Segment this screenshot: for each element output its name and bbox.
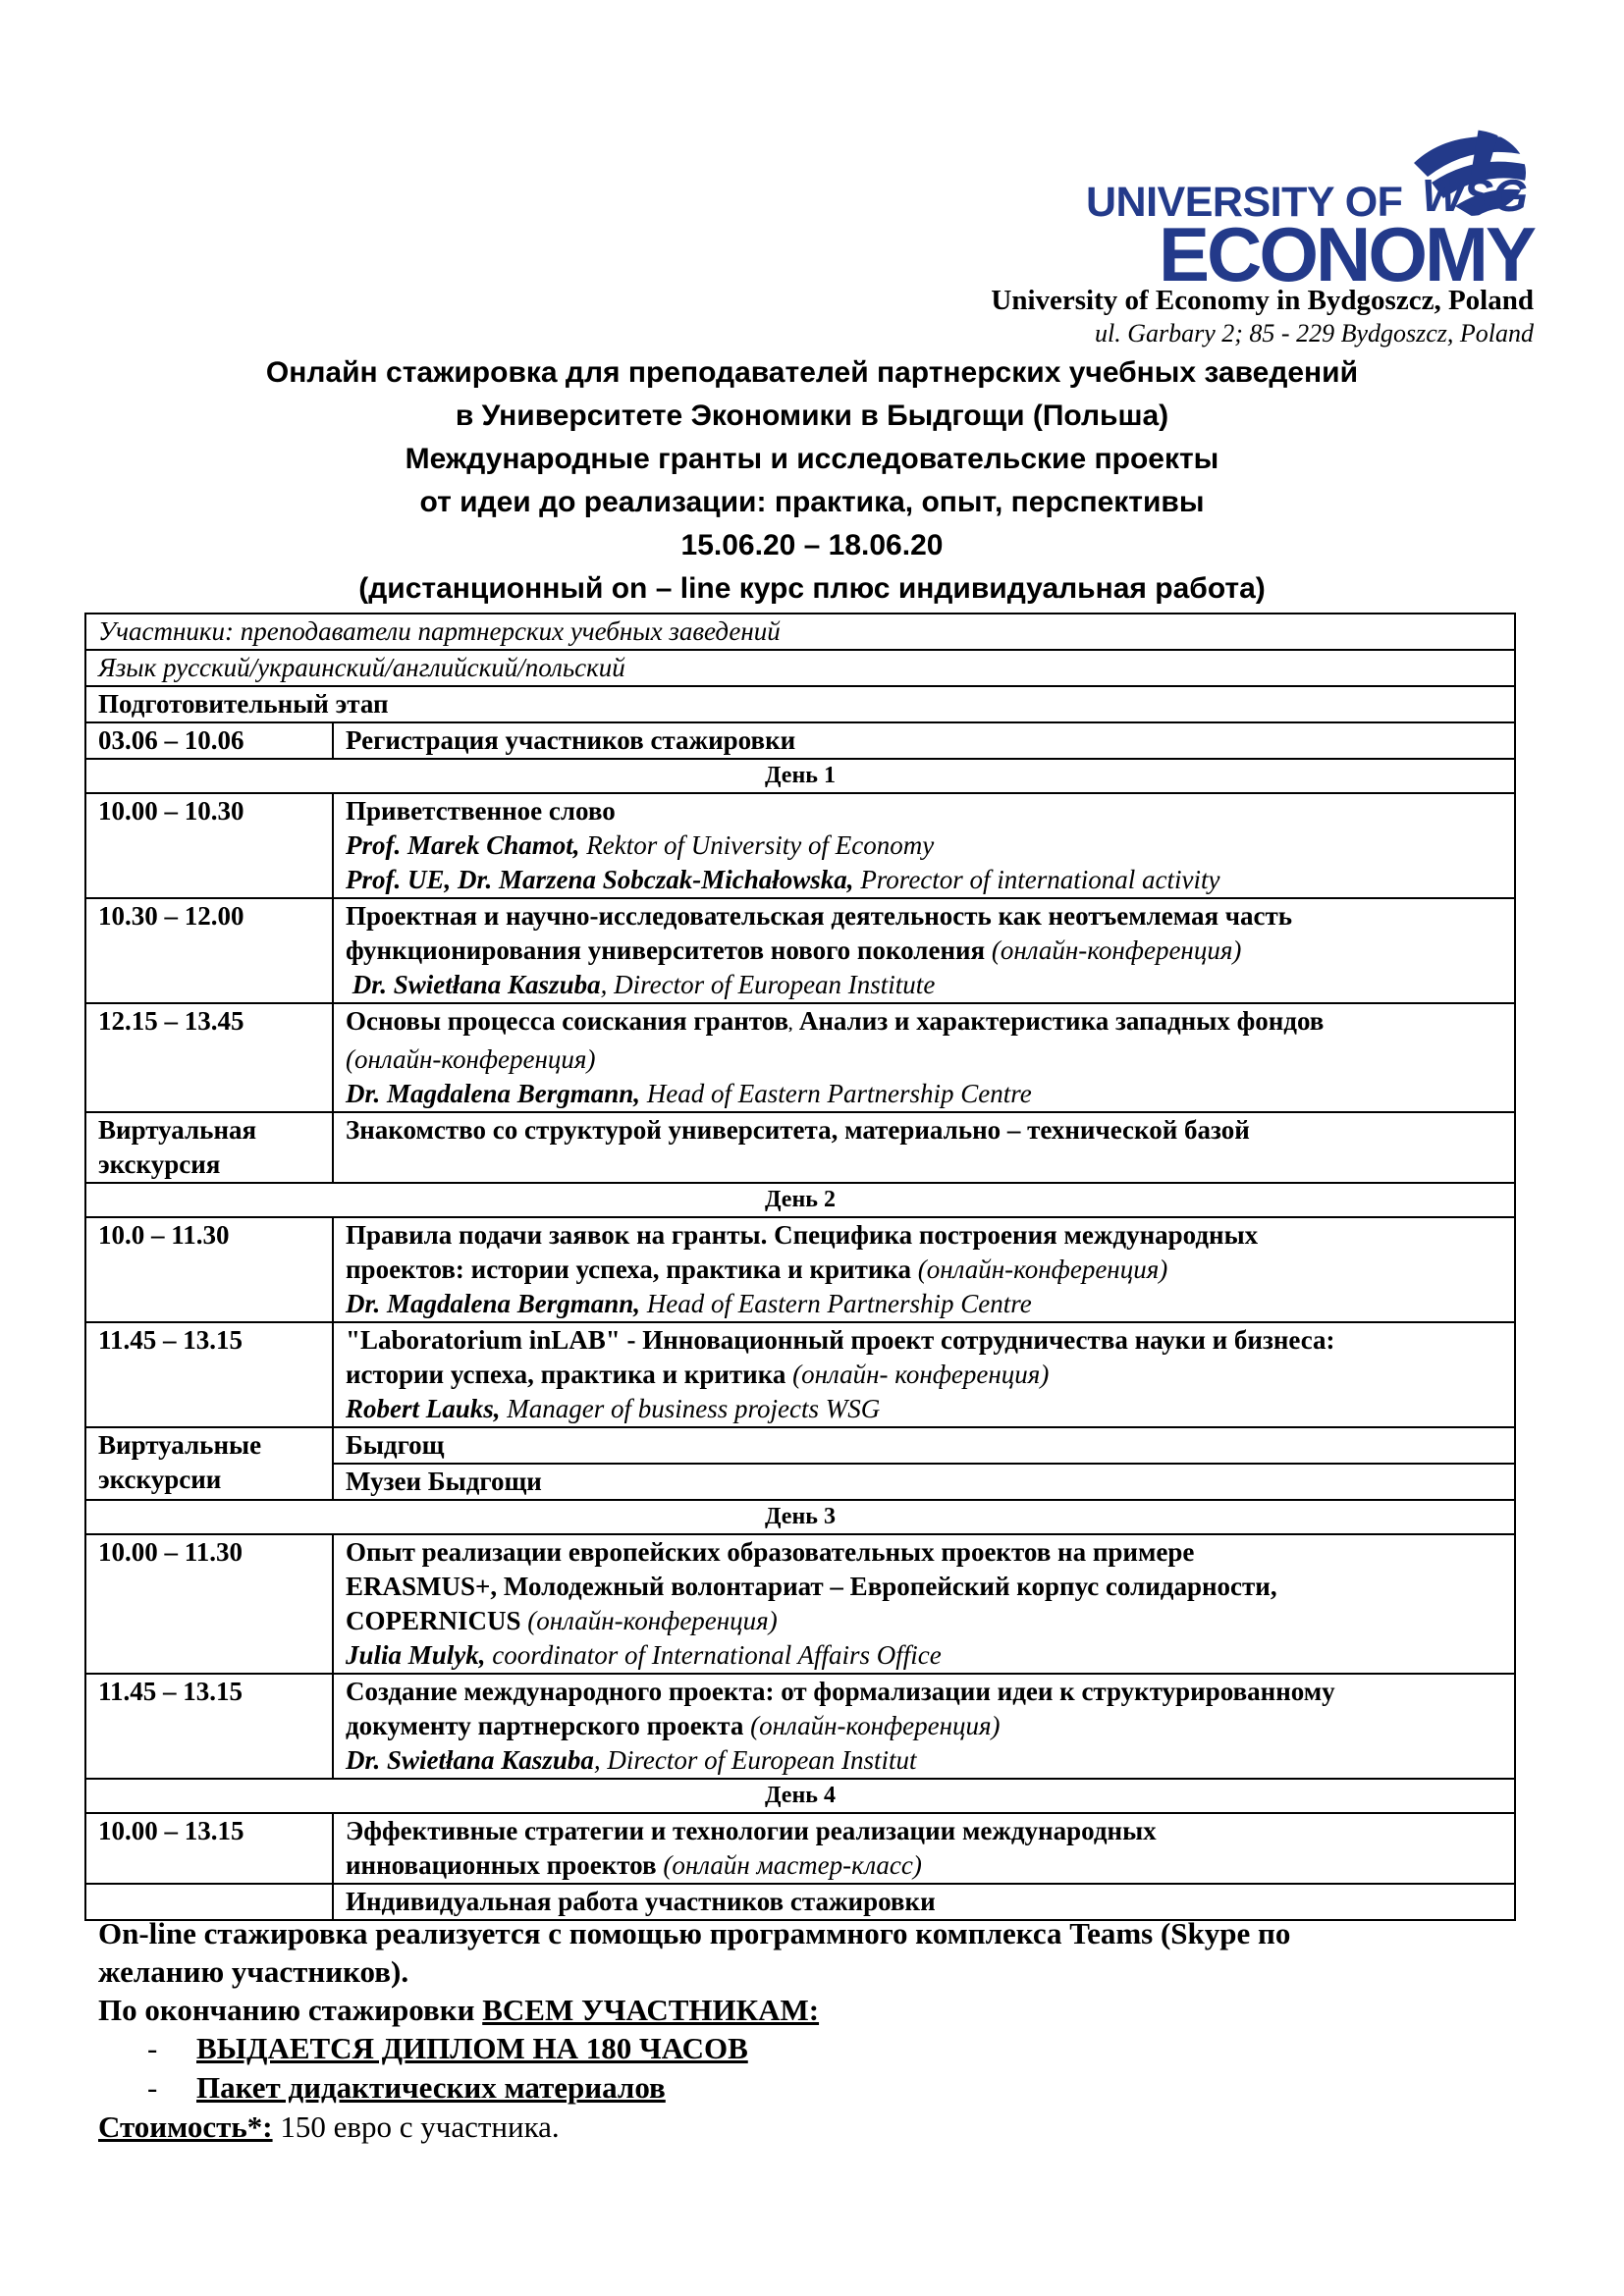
table-row: [85, 1813, 1515, 1884]
session-format: (онлайн-конференция): [520, 1606, 778, 1635]
speaker-line: [346, 863, 1502, 897]
session-title: инновационных проектов: [346, 1850, 657, 1880]
speaker-name: Dr. Magdalena Bergmann,: [346, 1079, 641, 1108]
session-title: функционирования университетов нового поколения: [346, 935, 986, 965]
table-row: [85, 1217, 1515, 1322]
benefits-list: [98, 2029, 1492, 2108]
session-title: ERASMUS+, Молодежный волонтариат – Европейский корпус солидарности,: [346, 1572, 1277, 1601]
session-title: Приветственное слово: [346, 796, 616, 826]
session-cell: [333, 898, 1515, 1003]
participants-cell: Участники: преподаватели партнерских учебных заведений: [85, 614, 1515, 650]
day-header: День 1: [85, 759, 1515, 793]
table-row: [85, 1534, 1515, 1674]
session-cell: Музеи Быдгощи: [333, 1464, 1515, 1500]
session-format: (онлайн мастер-класс): [656, 1850, 922, 1880]
session-title-line: [346, 1604, 1502, 1638]
session-title: Основы процесса соискания грантов: [346, 1006, 789, 1036]
session-cell: Регистрация участников стажировки: [333, 722, 1515, 759]
table-row: [85, 722, 1515, 759]
title-dates: 15.06.20 – 18.06.20: [680, 529, 944, 561]
bullet-dash: -: [147, 2031, 158, 2065]
tour-label: Виртуальные: [98, 1430, 262, 1460]
session-cell: [333, 1322, 1515, 1427]
time-cell: 10.30 – 12.00: [85, 898, 333, 1003]
time-cell: 03.06 – 10.06: [85, 722, 333, 759]
speaker-line: [346, 968, 1502, 1002]
time-cell: 10.0 – 11.30: [85, 1217, 333, 1322]
speaker-line: [346, 1638, 1502, 1673]
speaker-name: Prof. UE, Dr. Marzena Sobczak-Michałowska,: [346, 865, 854, 894]
session-cell: Быдгощ: [333, 1427, 1515, 1464]
session-cell: Индивидуальная работа участников стажировки: [333, 1884, 1515, 1920]
session-cell: [333, 1813, 1515, 1884]
session-title: Правила подачи заявок на гранты. Специфика построения международных: [346, 1220, 1259, 1250]
speaker-role: Manager of business projects WSG: [500, 1394, 881, 1423]
university-address: ul. Garbary 2; 85 - 229 Bydgoszcz, Poland: [1094, 319, 1534, 347]
list-item: [98, 2029, 1492, 2068]
university-name: University of Economy in Bydgoszcz, Poland: [991, 285, 1534, 316]
session-cell: Знакомство со структурой университета, материально – технической базой: [333, 1112, 1515, 1183]
speaker-line: [346, 828, 1502, 863]
prep-stage-cell: Подготовительный этап: [85, 686, 1515, 722]
speaker-role: Head of Eastern Partnership Centre: [640, 1289, 1032, 1318]
table-row: [85, 614, 1515, 650]
session-cell: [333, 1674, 1515, 1779]
speaker-line: [346, 1392, 1502, 1426]
speaker-line: [346, 1743, 1502, 1778]
day-header: День 4: [85, 1779, 1515, 1813]
session-cell: [333, 793, 1515, 898]
session-cell: [333, 1534, 1515, 1674]
speaker-role: , Director of European Institute: [600, 970, 936, 999]
session-title-line: [346, 1709, 1502, 1743]
session-title: проектов: истории успеха, практика и критика: [346, 1255, 912, 1284]
day-header: День 2: [85, 1183, 1515, 1217]
table-row: [85, 1322, 1515, 1427]
speaker-line: [346, 1287, 1502, 1321]
session-format: (онлайн-конференция): [743, 1711, 1001, 1740]
session-title: Эффективные стратегии и технологии реализации международных: [346, 1816, 1157, 1845]
time-cell: 12.15 – 13.45: [85, 1003, 333, 1112]
speaker-role: , Director of European Institut: [593, 1745, 917, 1775]
cost-value: 150 евро с участника.: [272, 2109, 560, 2144]
session-format: (онлайн-конференция): [346, 1044, 596, 1074]
logo-university-of: UNIVERSITY OF: [1086, 179, 1403, 226]
speaker-name: Dr. Magdalena Bergmann,: [346, 1289, 641, 1318]
document-title: [0, 351, 1624, 611]
session-format: (онлайн-конференция): [985, 935, 1242, 965]
title-line: в Университете Экономики в Быдгощи (Польша): [455, 400, 1169, 432]
table-row: [85, 1183, 1515, 1217]
table-row: [85, 1500, 1515, 1534]
certificate-all: ВСЕМ УЧАСТНИКАМ:: [482, 1993, 820, 2027]
session-title-comma: ,: [788, 1017, 793, 1034]
time-cell: 11.45 – 13.15: [85, 1322, 333, 1427]
table-row: [85, 650, 1515, 686]
speaker-role: Rektor of University of Economy: [579, 830, 935, 860]
platform-note: [98, 1914, 1492, 1991]
benefit-text: ВЫДАЕТСЯ ДИПЛОМ НА 180 ЧАСОВ: [196, 2031, 748, 2065]
speaker-name: Prof. Marek Chamot,: [346, 830, 580, 860]
speaker-role: Prorector of international activity: [853, 865, 1220, 894]
table-row: [85, 759, 1515, 793]
session-cell: [333, 1217, 1515, 1322]
platform-note-line: On-line стажировка реализуется с помощью программного комплекса Teams (Skype по: [98, 1916, 1291, 1950]
speaker-name: Julia Mulyk,: [346, 1640, 486, 1670]
session-cell: [333, 1003, 1515, 1112]
session-title: Анализ и характеристика западных фондов: [792, 1006, 1325, 1036]
speaker-name: Robert Lauks,: [346, 1394, 501, 1423]
session-title: COPERNICUS: [346, 1606, 521, 1635]
certificate-prefix: По окончанию стажировки: [98, 1993, 483, 2027]
session-title-line: [346, 1004, 1502, 1042]
tour-label: экскурсии: [98, 1465, 222, 1494]
benefit-text: Пакет дидактических материалов: [196, 2070, 666, 2105]
day-header: День 3: [85, 1500, 1515, 1534]
schedule-table: [84, 613, 1516, 1921]
tour-label: Виртуальная: [98, 1115, 257, 1145]
title-line: от идеи до реализации: практика, опыт, перспективы: [419, 486, 1205, 518]
table-row: [85, 1674, 1515, 1779]
time-cell: 10.00 – 11.30: [85, 1534, 333, 1674]
session-title-line: [346, 1848, 1502, 1883]
time-cell: 10.00 – 10.30: [85, 793, 333, 898]
table-row: [85, 793, 1515, 898]
speaker-line: [346, 1077, 1502, 1111]
title-line: Международные гранты и исследовательские проекты: [405, 443, 1219, 475]
cost-label: Стоимость*:: [98, 2109, 273, 2144]
platform-note-line: желанию участников).: [98, 1954, 409, 1989]
table-row: [85, 1779, 1515, 1813]
speaker-role: coordinator of International Affairs Office: [485, 1640, 942, 1670]
title-line: Онлайн стажировка для преподавателей партнерских учебных заведений: [265, 356, 1359, 389]
tour-label: экскурсия: [98, 1149, 221, 1179]
session-format: (онлайн- конференция): [785, 1360, 1050, 1389]
session-title: Опыт реализации европейских образовательных проектов на примере: [346, 1537, 1195, 1567]
certificate-note: [98, 1991, 1492, 2029]
session-title-line: [346, 934, 1502, 968]
session-title: истории успеха, практика и критика: [346, 1360, 786, 1389]
table-row: [85, 898, 1515, 1003]
table-row: [85, 686, 1515, 722]
session-title-line: [346, 1253, 1502, 1287]
session-title: Проектная и научно-исследовательская деятельность как неотъемлемая часть: [346, 901, 1293, 931]
table-row: [85, 1003, 1515, 1112]
time-cell: 11.45 – 13.15: [85, 1674, 333, 1779]
bullet-dash: -: [147, 2070, 158, 2105]
time-cell: [85, 1427, 333, 1500]
list-item: [98, 2068, 1492, 2108]
logo-wsg: WSG: [1422, 170, 1527, 221]
table-row: [85, 1427, 1515, 1464]
table-row: [85, 1112, 1515, 1183]
session-title: "Laboratorium inLAB" - Инновационный проект сотрудничества науки и бизнеса:: [346, 1325, 1335, 1355]
session-title: Создание международного проекта: от формализации идеи к структурированному: [346, 1677, 1335, 1706]
cost-line: [98, 2108, 1492, 2146]
speaker-name: Dr. Swietłana Kaszuba: [346, 1745, 594, 1775]
language-cell: Язык русский/украинский/английский/польский: [85, 650, 1515, 686]
time-cell: [85, 1112, 333, 1183]
session-title: документу партнерского проекта: [346, 1711, 744, 1740]
session-format: (онлайн-конференция): [911, 1255, 1168, 1284]
time-cell: 10.00 – 13.15: [85, 1813, 333, 1884]
logo-economy: ECONOMY: [1159, 211, 1535, 297]
university-logo: [1080, 126, 1542, 297]
speaker-role: Head of Eastern Partnership Centre: [640, 1079, 1032, 1108]
footer-notes: [98, 1914, 1492, 2146]
session-title-line: [346, 1358, 1502, 1392]
title-format: (дистанционный on – line курс плюс индивидуальная работа): [358, 572, 1266, 605]
speaker-name: Dr. Swietłana Kaszuba: [352, 970, 601, 999]
